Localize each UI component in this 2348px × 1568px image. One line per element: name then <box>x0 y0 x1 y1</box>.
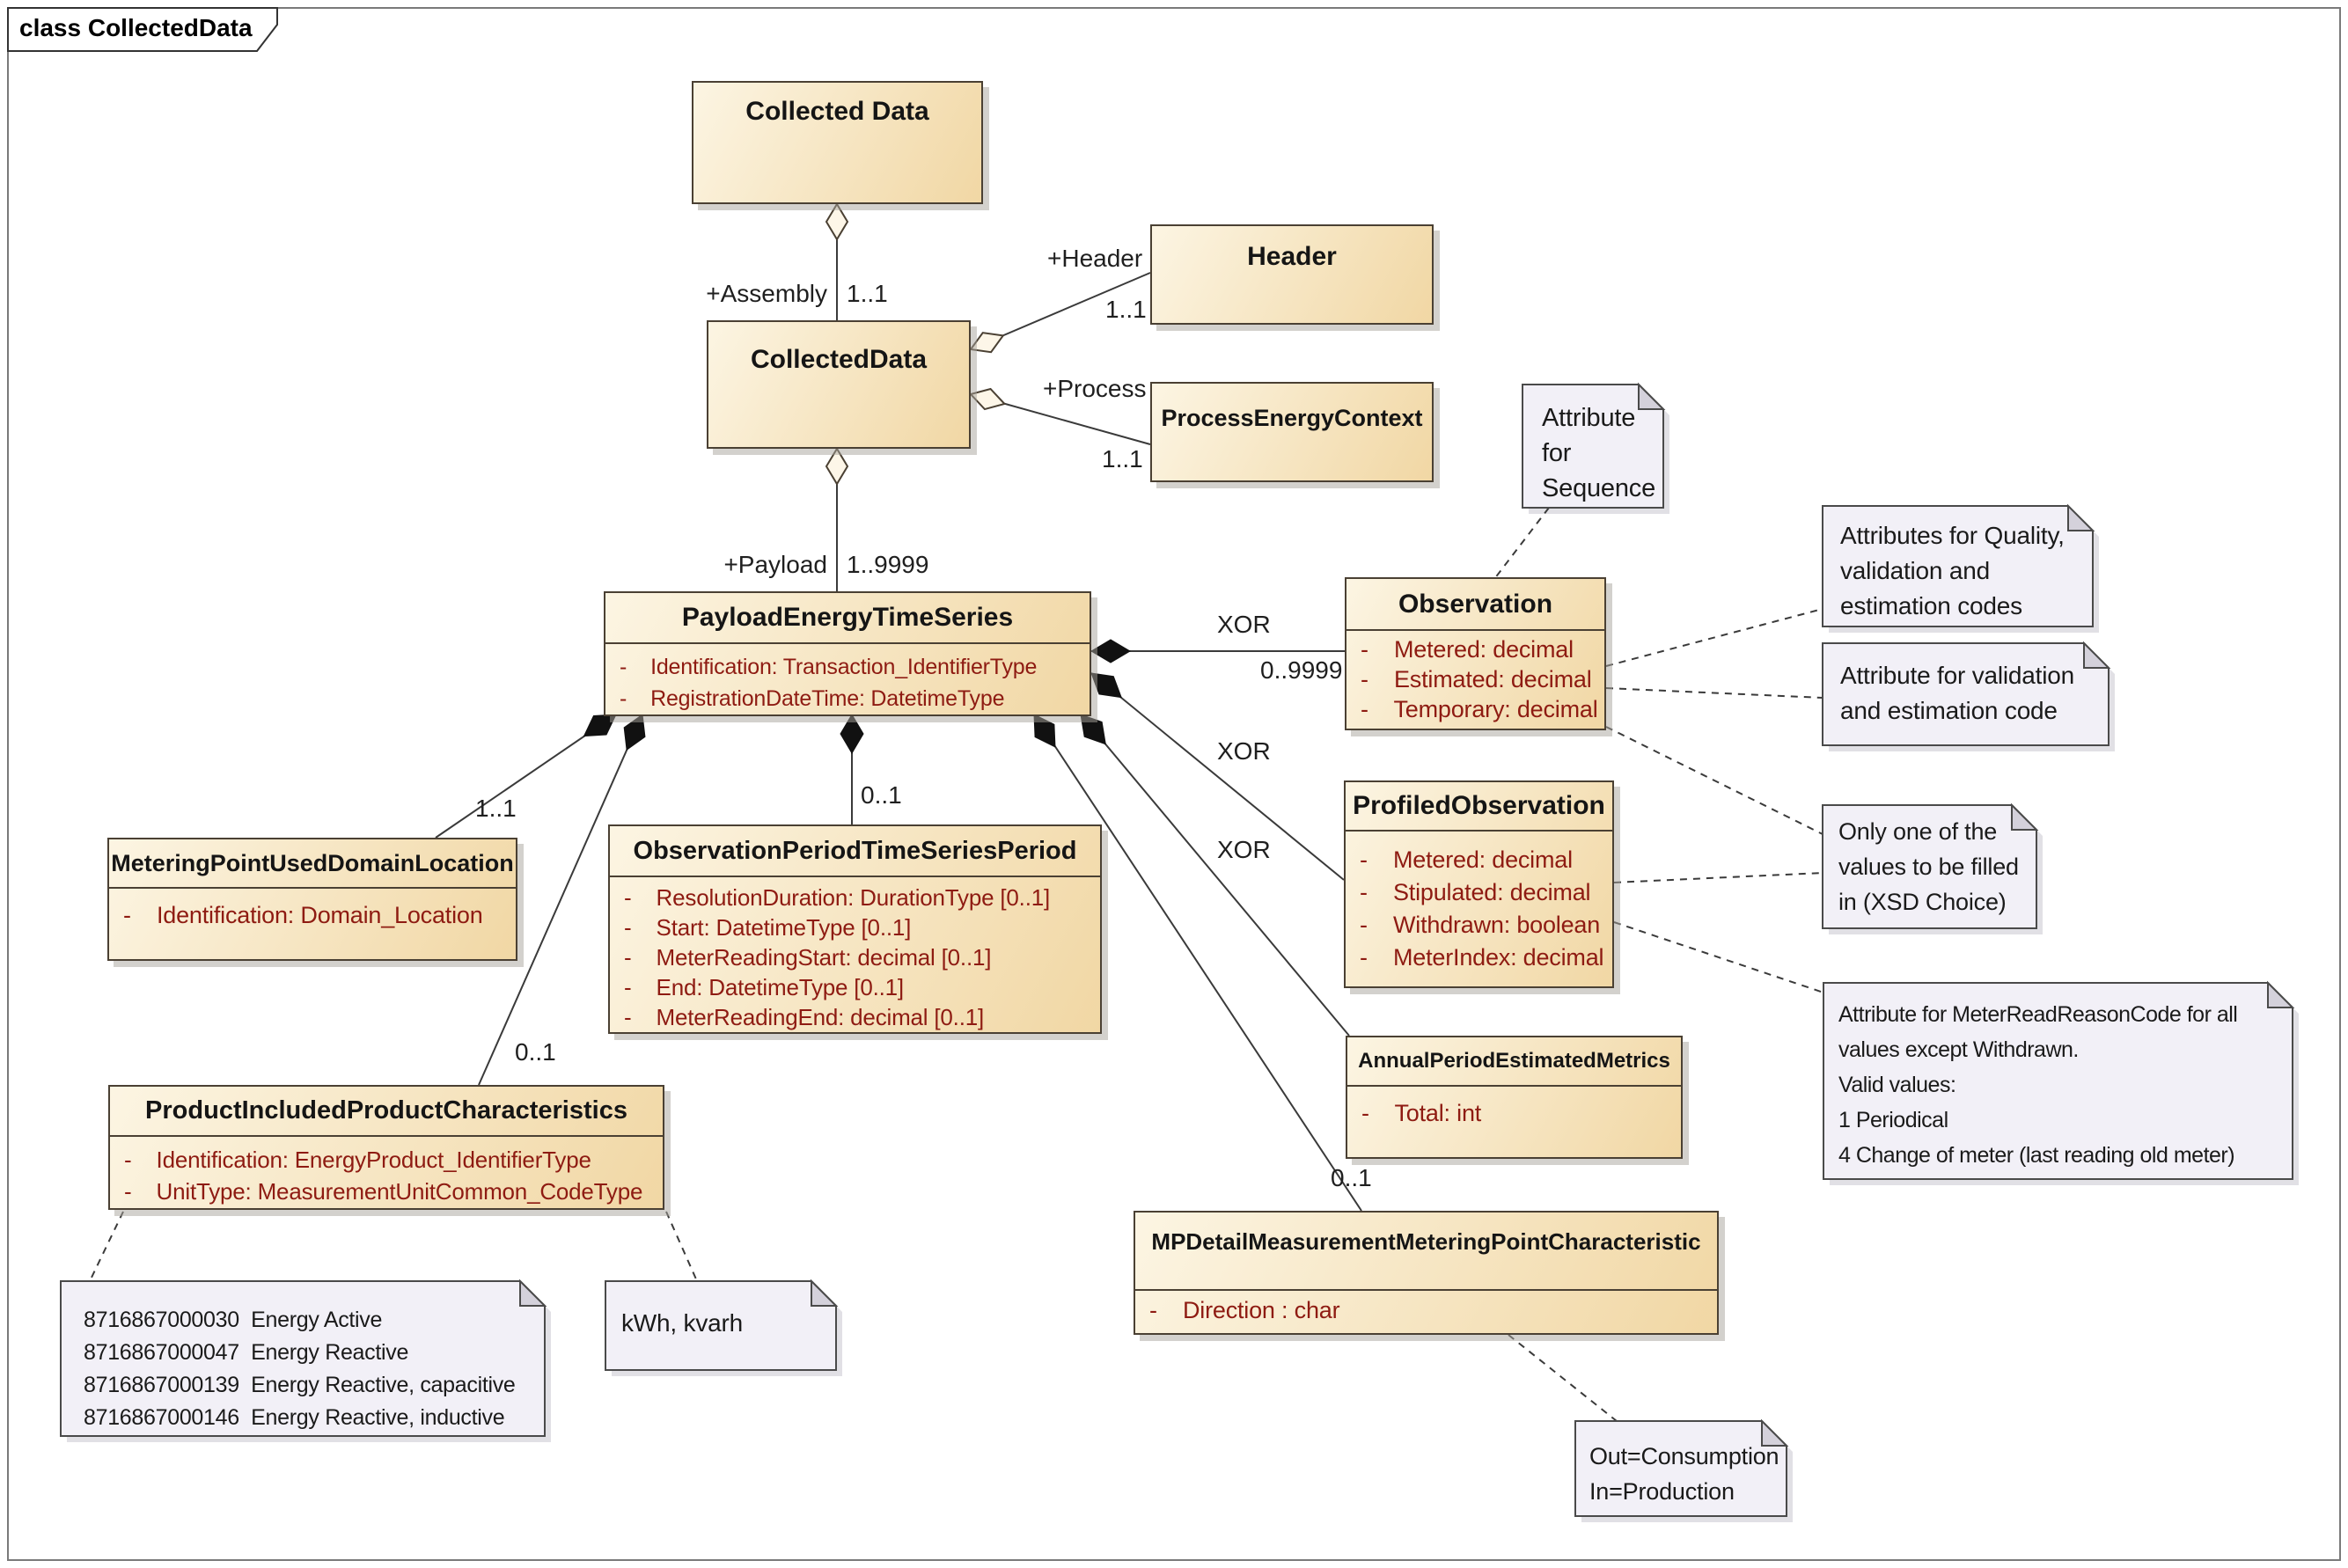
note-line: 8716867000139 Energy Reactive, capacitive <box>84 1373 516 1397</box>
class-title: ObservationPeriodTimeSeriesPeriod <box>610 826 1100 877</box>
multiplicity-meteringpoint: 1..1 <box>475 795 517 822</box>
class-title: ProfiledObservation <box>1346 782 1612 832</box>
note-line: kWh, kvarh <box>621 1309 744 1337</box>
anchor-validation-note[interactable] <box>1606 688 1823 698</box>
class-attributes <box>1135 1291 1717 1326</box>
class-title: MeteringPointUsedDomainLocation <box>109 839 516 889</box>
aggregation-diamond <box>968 384 1008 414</box>
composition-diamond <box>840 714 863 753</box>
attribute: - RegistrationDateTime: DatetimeType <box>620 686 1005 711</box>
anchor-xsdchoice-note-observation[interactable] <box>1606 727 1823 834</box>
class-title: PayloadEnergyTimeSeries <box>605 593 1090 644</box>
multiplicity-mpdetail: 0..1 <box>1331 1164 1372 1191</box>
aggregation-diamond <box>966 326 1007 359</box>
attribute: - Estimated: decimal <box>1361 666 1592 692</box>
class-processenergycontext[interactable] <box>1150 382 1434 482</box>
anchor-quality-note[interactable] <box>1606 609 1823 666</box>
class-meteringpointuseddomainlocation[interactable] <box>107 838 517 961</box>
class-attributes <box>110 1137 663 1207</box>
note-fold-icon <box>811 1281 836 1306</box>
class-title: ProductIncludedProductCharacteristics <box>110 1087 663 1137</box>
class-annualperiodestimatedmetrics[interactable] <box>1346 1036 1683 1159</box>
note-line: 4 Change of meter (last reading old meter) <box>1838 1143 2235 1168</box>
anchor-meterreadreason-note[interactable] <box>1614 922 1823 993</box>
attribute: - Total: int <box>1361 1100 1482 1126</box>
note-direction-text <box>1589 1439 1779 1509</box>
class-title: Collected Data <box>745 97 929 126</box>
attribute: - ResolutionDuration: DurationType [0..1] <box>624 884 1051 911</box>
anchor-units-note[interactable] <box>666 1212 697 1281</box>
class-attributes <box>1347 1087 1681 1129</box>
note-line: 1 Periodical <box>1838 1108 1948 1132</box>
note-product-codes-text <box>84 1304 516 1434</box>
attribute: - End: DatetimeType [0..1] <box>624 974 904 1000</box>
class-title: Header <box>1247 242 1337 271</box>
class-attributes <box>610 877 1100 1032</box>
xor-constraint-observation: XOR <box>1217 611 1271 638</box>
aggregation-diamond <box>826 449 847 484</box>
note-meter-read-reason-text <box>1838 997 2237 1173</box>
note-line: Out=Consumption <box>1589 1443 1779 1469</box>
attribute: - Start: DatetimeType [0..1] <box>624 914 912 941</box>
attribute: - Temporary: decimal <box>1361 696 1598 722</box>
attribute: - Withdrawn: boolean <box>1360 912 1601 938</box>
class-title: Observation <box>1346 579 1604 631</box>
note-fold-icon <box>520 1281 545 1306</box>
class-mpdetailmeasurementmeteringpointcharacteristic[interactable] <box>1134 1211 1719 1335</box>
class-title: MPDetailMeasurementMeteringPointCharacteristic <box>1135 1213 1717 1291</box>
class-attributes <box>1346 832 1612 974</box>
anchor-productcodes-note[interactable] <box>90 1212 123 1281</box>
note-line: 8716867000030 Energy Active <box>84 1308 383 1332</box>
attribute: - UnitType: MeasurementUnitCommon_CodeType <box>124 1178 643 1205</box>
xor-constraint-annual: XOR <box>1217 836 1271 863</box>
composition-diamond <box>1091 640 1130 663</box>
class-title: ProcessEnergyContext <box>1161 405 1423 431</box>
class-attributes <box>109 889 516 931</box>
attribute: - Metered: decimal <box>1361 636 1574 663</box>
aggregation-diamond <box>826 204 847 239</box>
class-collected-data-root[interactable] <box>692 81 983 204</box>
note-line: values except Withdrawn. <box>1838 1037 2079 1062</box>
multiplicity-observationperiod: 0..1 <box>861 781 902 809</box>
multiplicity-assembly: 1..1 <box>847 280 888 307</box>
multiplicity-product: 0..1 <box>515 1038 556 1066</box>
note-line: Attribute for validation <box>1840 662 2075 689</box>
class-productincludedproductcharacteristics[interactable] <box>108 1085 664 1210</box>
note-line: In=Production <box>1589 1478 1735 1505</box>
anchor-sequence-note[interactable] <box>1494 508 1549 579</box>
note-line: Only one of the <box>1838 818 1998 845</box>
note-fold-icon <box>2268 983 2293 1007</box>
role-label-payload: +Payload <box>723 551 827 578</box>
note-line: values to be filled <box>1838 854 2019 880</box>
class-attributes <box>605 644 1090 714</box>
composition-diamond <box>616 710 653 755</box>
note-line: Attribute <box>1542 404 1636 432</box>
class-title: CollectedData <box>750 345 928 374</box>
attribute: - Identification: EnergyProduct_IdentifierType <box>124 1147 591 1173</box>
note-line: Valid values: <box>1838 1073 1956 1097</box>
class-observation[interactable] <box>1345 577 1606 730</box>
note-line: 8716867000146 Energy Reactive, inductive <box>84 1405 505 1430</box>
xor-constraint-profiled: XOR <box>1217 737 1271 765</box>
class-observationperiodtimeseriesperiod[interactable] <box>608 824 1102 1034</box>
frame-title: class CollectedData <box>19 14 253 41</box>
class-header[interactable] <box>1150 224 1434 325</box>
attribute: - MeterIndex: decimal <box>1360 944 1604 971</box>
multiplicity-payload: 1..9999 <box>847 551 929 578</box>
multiplicity-process: 1..1 <box>1102 445 1143 473</box>
role-label-process: +Process <box>1043 375 1147 402</box>
note-fold-icon <box>2084 643 2109 668</box>
attribute: - MeterReadingEnd: decimal [0..1] <box>624 1004 985 1030</box>
anchor-xsdchoice-note-profiled[interactable] <box>1614 873 1823 883</box>
note-line: for <box>1542 439 1572 467</box>
attribute: - MeterReadingStart: decimal [0..1] <box>624 944 992 971</box>
role-label-header: +Header <box>1047 245 1143 272</box>
note-xsd-choice-text <box>1838 814 2019 920</box>
class-profiledobservation[interactable] <box>1344 780 1614 988</box>
class-collecteddata[interactable] <box>707 320 971 449</box>
note-units-text <box>621 1306 743 1341</box>
note-line: in (XSD Choice) <box>1838 889 2007 915</box>
note-fold-icon <box>2068 506 2093 531</box>
note-sequence-text <box>1542 400 1655 506</box>
note-line: and estimation code <box>1840 697 2058 724</box>
multiplicity-header: 1..1 <box>1105 296 1147 323</box>
class-payloadenergytimeseries[interactable] <box>604 591 1091 716</box>
attribute: - Stipulated: decimal <box>1360 879 1591 905</box>
note-validation-text <box>1840 658 2074 729</box>
note-quality-text <box>1840 518 2065 624</box>
note-line: estimation codes <box>1840 592 2022 619</box>
class-title: AnnualPeriodEstimatedMetrics <box>1347 1037 1681 1087</box>
attribute: - Direction : char <box>1149 1297 1340 1323</box>
note-line: Sequence <box>1542 474 1656 502</box>
multiplicity-observation: 0..9999 <box>1260 656 1343 684</box>
class-attributes <box>1346 631 1604 724</box>
attribute: - Metered: decimal <box>1360 846 1573 873</box>
note-line: Attributes for Quality, <box>1840 522 2065 549</box>
note-line: validation and <box>1840 557 1990 584</box>
attribute: - Identification: Domain_Location <box>123 902 483 928</box>
anchor-direction-note[interactable] <box>1508 1335 1617 1421</box>
note-line: Attribute for MeterReadReasonCode for all <box>1838 1002 2238 1027</box>
role-label-assembly: +Assembly <box>706 280 827 307</box>
attribute: - Identification: Transaction_IdentifierType <box>620 655 1038 679</box>
note-line: 8716867000047 Energy Reactive <box>84 1340 409 1365</box>
